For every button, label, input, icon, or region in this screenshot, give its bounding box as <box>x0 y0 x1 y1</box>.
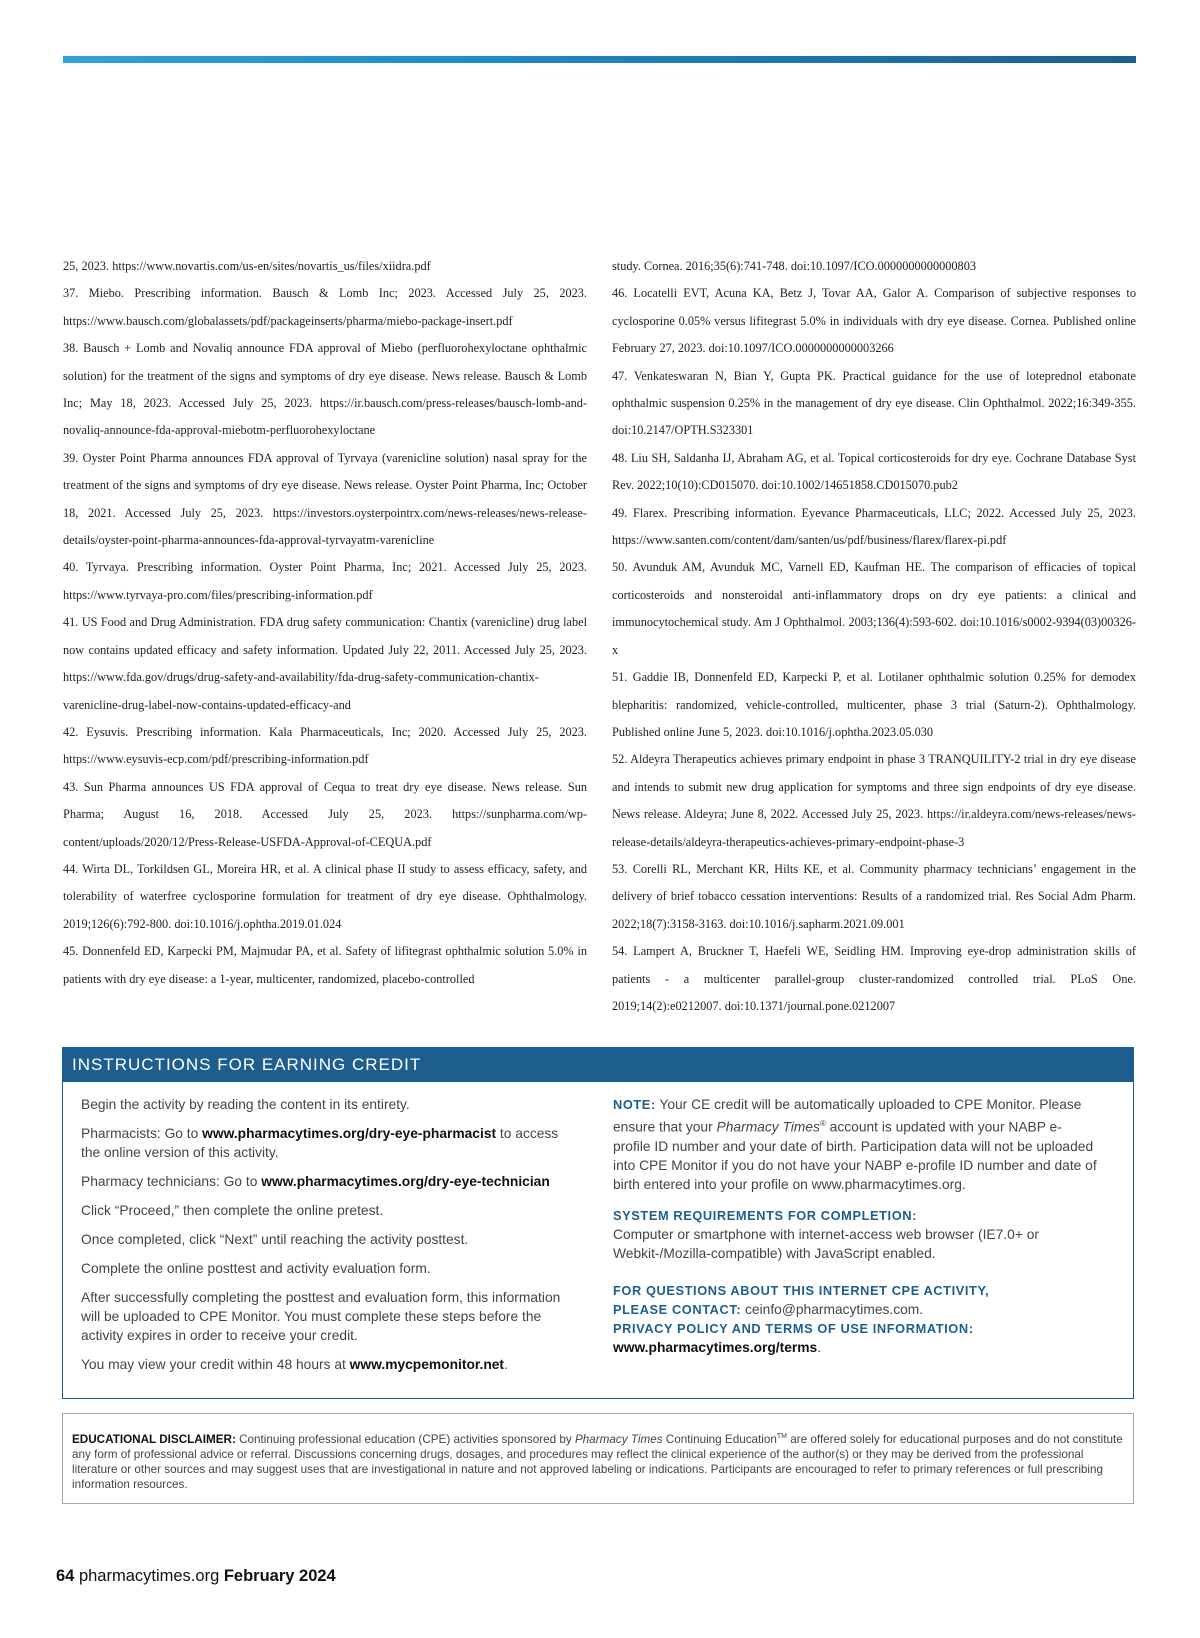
credit-step: You may view your credit within 48 hours at www.mycpemonitor.net. <box>81 1357 508 1372</box>
reference-item: 44. Wirta DL, Torkildsen GL, Moreira HR, et al. A clinical phase II study to assess efficacy, safety, and tolerability of waterfree cyclosporine formulation for treatment of dry eye disease. Ophthalmology. 2019;126(6):792-800. doi:10.1016/j.ophtha.2019.01.024 <box>63 861 587 931</box>
reference-item: 25, 2023. https://www.novartis.com/us-en/sites/novartis_us/files/xiidra.pdf <box>63 259 431 273</box>
credit-step: Pharmacy technicians: Go to www.pharmacytimes.org/dry-eye-technician <box>81 1174 550 1189</box>
earning-credit-body <box>63 1082 1133 1384</box>
contact-email-link[interactable]: ceinfo@pharmacytimes.com. <box>741 1301 924 1317</box>
credit-step: Click “Proceed,” then complete the online pretest. <box>81 1203 384 1218</box>
educational-disclaimer: EDUCATIONAL DISCLAIMER: Continuing professional education (CPE) activities sponsored by Pharmacy Times Continuing Education™ are offered solely for educational purposes and do not constitute any form of professional advice or referral. Discussions concerning drugs, dosages, and procedures may reflect the clinical experience of the author(s) or they may be derived from the professional literature or other sources and may suggest uses that are investigational in nature and not approved labeling or indications. Participants are encouraged to refer to primary references or full prescribing information resources. <box>62 1413 1134 1504</box>
footer-site: pharmacytimes.org <box>74 1567 224 1585</box>
credit-note: NOTE: Your CE credit will be automatically uploaded to CPE Monitor. Please ensure that your Pharmacy Times® account is updated with your NABP e-profile ID number and your date of birth. Participation data will not be uploaded into CPE Monitor if you do not have your NABP e-profile ID number and date of birth entered into your profile on www.pharmacytimes.org. <box>613 1097 1097 1192</box>
page-footer <box>56 1567 336 1586</box>
contact-info: FOR QUESTIONS ABOUT THIS INTERNET CPE ACTIVITY, PLEASE CONTACT: ceinfo@pharmacytimes.com. PRIVACY POLICY AND TERMS OF USE INFORMATION: www.pharmacytimes.org/terms. <box>613 1282 990 1355</box>
reference-item: 46. Locatelli EVT, Acuna KA, Betz J, Tovar AA, Galor A. Comparison of subjective responses to cyclosporine 0.05% versus lifitegrast 5.0% in individuals with dry eye disease. Cornea. Published online February 27, 2023. doi:10.1097/ICO.0000000000003266 <box>612 286 1136 356</box>
references <box>63 253 1136 1020</box>
reference-item: 40. Tyrvaya. Prescribing information. Oyster Point Pharma, Inc; 2021. Accessed July 25, 2023. https://www.tyrvaya-pro.com/files/prescribing-information.pdf <box>63 560 587 602</box>
reference-item: 53. Corelli RL, Merchant KR, Hilts KE, et al. Community pharmacy technicians’ engagement in the delivery of brief tobacco cessation interventions: Results of a randomized trial. Res Social Adm Pharm. 2022;18(7):3158-3163. doi:10.1016/j.sapharm.2021.09.001 <box>612 861 1136 931</box>
reference-item: 41. US Food and Drug Administration. FDA drug safety communication: Chantix (varenicline) drug label now contains updated efficacy and safety information. Updated July 22, 2011. Accessed July 25, 2023. https://www.fda.gov/drugs/drug-safety-and-availability/fda-drug-safety-communication-chantix-varenicline-drug-label-now-contains-updated-efficacy-and <box>63 615 587 712</box>
reference-item: 39. Oyster Point Pharma announces FDA approval of Tyrvaya (varenicline solution) nasal spray for the treatment of the signs and symptoms of dry eye disease. News release. Oyster Point Pharma, Inc; October 18, 2021. Accessed July 25, 2023. https://investors.oysterpointrx.com/news-releases/news-release-details/oyster-point-pharma-announces-fda-approval-tyrvayatm-varenicline <box>63 450 587 548</box>
reference-item: 37. Miebo. Prescribing information. Bausch & Lomb Inc; 2023. Accessed July 25, 2023. https://www.bausch.com/globalassets/pdf/packageinserts/pharma/miebo-package-insert.pdf <box>63 286 587 328</box>
cpe-monitor-link[interactable]: www.mycpemonitor.net <box>349 1357 505 1372</box>
credit-steps <box>81 1095 571 1384</box>
credit-step: Complete the online posttest and activity evaluation form. <box>81 1261 431 1276</box>
earning-credit-header: INSTRUCTIONS FOR EARNING CREDIT <box>63 1048 1133 1082</box>
reference-item: 51. Gaddie IB, Donnenfeld ED, Karpecki P, et al. Lotilaner ophthalmic solution 0.25% for demodex blepharitis: randomized, vehicle-controlled, multicenter, phase 3 trial (Saturn-2). Ophthalmology. Published online June 5, 2023. doi:10.1016/j.ophtha.2023.05.030 <box>612 670 1136 739</box>
credit-step: Begin the activity by reading the content in its entirety. <box>81 1097 410 1112</box>
credit-step: After successfully completing the posttest and evaluation form, this information will be uploaded to CPE Monitor. You must complete these steps before the activity expires in order to receive your credit. <box>81 1290 561 1343</box>
system-requirements-label: SYSTEM REQUIREMENTS FOR COMPLETION: <box>613 1207 917 1223</box>
note-label: NOTE: <box>613 1097 656 1112</box>
reference-item: study. Cornea. 2016;35(6):741-748. doi:10.1097/ICO.0000000000000803 <box>612 259 976 273</box>
references-right-column <box>612 253 1136 1020</box>
earning-credit-box <box>62 1047 1134 1399</box>
credit-notes <box>613 1095 1099 1384</box>
reference-item: 38. Bausch + Lomb and Novaliq announce FDA approval of Miebo (perfluorohexyloctane ophthalmic solution) for the treatment of the signs and symptoms of dry eye disease. News release. Bausch & Lomb Inc; May 18, 2023. Accessed July 25, 2023. https://ir.bausch.com/press-releases/bausch-lomb-and-novaliq-announce-fda-approval-miebotm-perfluorohexyloctane <box>63 341 587 438</box>
system-requirements: SYSTEM REQUIREMENTS FOR COMPLETION: Computer or smartphone with internet-access web browser (IE7.0+ or Webkit-/Mozilla-compatible) with JavaScript enabled. <box>613 1207 1039 1261</box>
issue-date: February 2024 <box>223 1567 336 1585</box>
reference-item: 48. Liu SH, Saldanha IJ, Abraham AG, et al. Topical corticosteroids for dry eye. Cochrane Database Syst Rev. 2022;10(10):CD015070. doi:10.1002/14651858.CD015070.pub2 <box>612 450 1136 493</box>
page-number: 64 <box>56 1567 75 1585</box>
top-accent-bar <box>63 56 1136 63</box>
disclaimer-label: EDUCATIONAL DISCLAIMER: <box>72 1432 236 1446</box>
reference-item: 50. Avunduk AM, Avunduk MC, Varnell ED, Kaufman HE. The comparison of efficacies of topical corticosteroids and nonsteroidal anti-inflammatory drops on dry eye patients: a clinical and immunocytochemical study. Am J Ophthalmol. 2003;136(4):593-602. doi:10.1016/s0002-9394(03)00326-x <box>612 560 1136 657</box>
reference-item: 43. Sun Pharma announces US FDA approval of Cequa to treat dry eye disease. News release. Sun Pharma; August 16, 2018. Accessed July 25, 2023. https://sunpharma.com/wp-content/uploads/2020/12/Press-Release-USFDA-Approval-of-CEQUA.pdf <box>63 779 587 849</box>
reference-item: 49. Flarex. Prescribing information. Eyevance Pharmaceuticals, LLC; 2022. Accessed July 25, 2023. https://www.santen.com/content/dam/santen/us/pdf/business/flarex/flarex-pi.pdf <box>612 505 1136 548</box>
references-left-column <box>63 253 587 1020</box>
reference-item: 45. Donnenfeld ED, Karpecki PM, Majmudar PA, et al. Safety of lifitegrast ophthalmic solution 5.0% in patients with dry eye disease: a 1-year, multicenter, randomized, placebo-controlled <box>63 944 587 986</box>
credit-step: Pharmacists: Go to www.pharmacytimes.org/dry-eye-pharmacist to access the online version of this activity. <box>81 1126 559 1160</box>
credit-step: Once completed, click “Next” until reaching the activity posttest. <box>81 1232 469 1247</box>
reference-item: 54. Lampert A, Bruckner T, Haefeli WE, Seidling HM. Improving eye-drop administration skills of patients - a multicenter parallel-group cluster-randomized controlled trial. PLoS One. 2019;14(2):e0212007. doi:10.1371/journal.pone.0212007 <box>612 944 1136 1013</box>
reference-item: 47. Venkateswaran N, Bian Y, Gupta PK. Practical guidance for the use of loteprednol etabonate ophthalmic suspension 0.25% in the management of dry eye disease. Clin Ophthalmol. 2022;16:349-355. doi:10.2147/OPTH.S323301 <box>612 368 1136 438</box>
technician-link[interactable]: www.pharmacytimes.org/dry-eye-technician <box>261 1174 550 1189</box>
reference-item: 52. Aldeyra Therapeutics achieves primary endpoint in phase 3 TRANQUILITY-2 trial in dry eye disease and intends to submit new drug application for symptoms and three sign endpoints of dry eye disease. News release. Aldeyra; June 8, 2022. Accessed July 25, 2023. https://ir.aldeyra.com/news-releases/news-release-details/aldeyra-therapeutics-achieves-primary-endpoint-phase-3 <box>612 752 1136 849</box>
pharmacist-link[interactable]: www.pharmacytimes.org/dry-eye-pharmacist <box>202 1126 497 1141</box>
reference-item: 42. Eysuvis. Prescribing information. Kala Pharmaceuticals, Inc; 2020. Accessed July 25, 2023. https://www.eysuvis-ecp.com/pdf/prescribing-information.pdf <box>63 724 587 767</box>
terms-link[interactable]: www.pharmacytimes.org/terms <box>613 1339 818 1355</box>
